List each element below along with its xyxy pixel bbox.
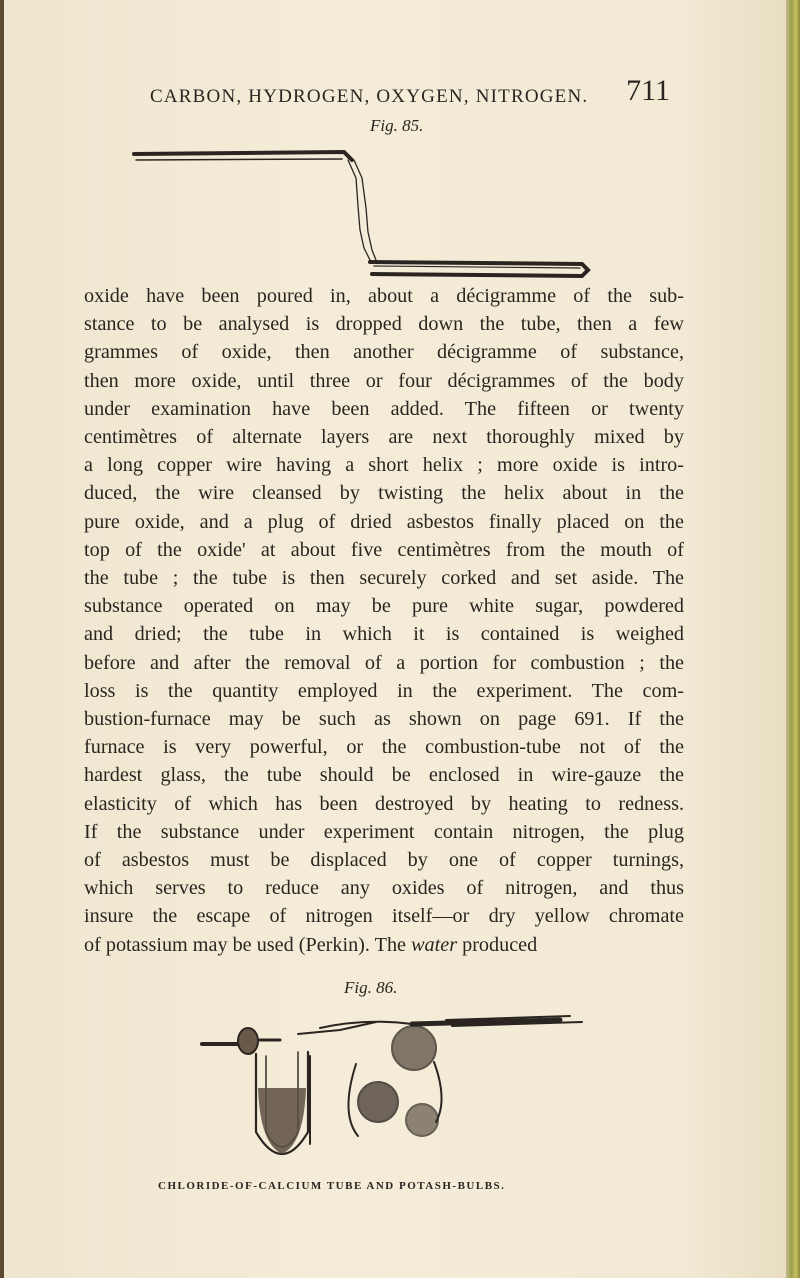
body-text [84,282,684,959]
text-line: If the substance under experiment contain nitrogen, the plug [84,820,684,843]
text-line: duced, the wire cleansed by twisting the helix about in the [84,482,684,505]
combustion-tube-illustration [112,148,672,278]
text-line: pure oxide, and a plug of dried asbestos finally placed on the [84,510,684,533]
text-line: of asbestos must be displaced by one of copper turnings, [84,849,684,872]
page-header [150,74,670,108]
page-right-edge [786,0,800,1278]
figure-86-label: CHLORIDE-OF-CALCIUM TUBE AND POTASH-BULBS. [158,1180,506,1192]
text-line: bustion-furnace may be such as shown on page 691. If the [84,708,684,731]
text-line: the tube ; the tube is then securely corked and set aside. The [84,567,684,590]
text-line: under examination have been added. The fifteen or twenty [84,397,684,420]
page-left-edge [0,0,4,1278]
text-line: grammes of oxide, then another décigramme of substance, [84,341,684,364]
text-line: insure the escape of nitrogen itself—or dry yellow chromate [84,905,684,928]
text-line: oxide have been poured in, about a décigramme of the sub- [84,285,684,307]
figure-85-caption: Fig. 85. [370,116,424,135]
calcium-tube-and-potash-bulbs-illustration [190,1004,610,1174]
running-head: CARBON, HYDROGEN, OXYGEN, NITROGEN. [150,86,589,107]
text-line-last [84,931,684,959]
text-line: furnace is very powerful, or the combustion-tube not of the [84,736,684,759]
text-line: hardest glass, the tube should be enclosed in wire-gauze the [84,764,684,787]
text-line: loss is the quantity employed in the experiment. The com- [84,679,684,702]
text-line: then more oxide, until three or four décigrammes of the body [84,369,684,392]
text-line: which serves to reduce any oxides of nitrogen, and thus [84,877,684,900]
text-run: of potassium may be used (Perkin). The [84,933,412,956]
text-line: top of the oxide' at about five centimètres from the mouth of [84,538,684,561]
text-line: elasticity of which has been destroyed by heating to redness. [84,792,684,815]
page-number: 711 [626,74,670,107]
text-line: and dried; the tube in which it is contained is weighed [84,623,684,646]
text-line: substance operated on may be pure white sugar, powdered [84,595,684,618]
text-line: centimètres of alternate layers are next thoroughly mixed by [84,426,684,449]
italic-word: water [411,933,458,956]
text-line: a long copper wire having a short helix ; more oxide is intro- [84,454,684,477]
figure-86-caption: Fig. 86. [344,978,398,997]
text-line: stance to be analysed is dropped down the tube, then a few [84,313,684,336]
text-run: produced [457,933,538,956]
text-line: before and after the removal of a portion for combustion ; the [84,651,684,674]
